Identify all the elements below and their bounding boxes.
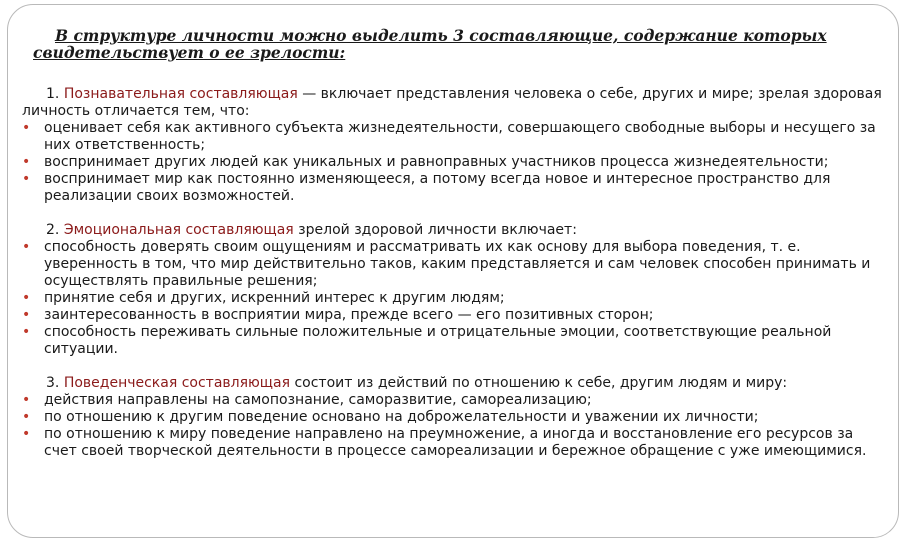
list-item: • принятие себя и других, искренний интерес к другим людям; [22, 290, 888, 307]
section-2-number: 2. [46, 222, 60, 238]
list-item: • действия направлены на самопознание, саморазвитие, самореализацию; [22, 392, 888, 409]
section-1-term: Познавательная составляющая [63, 86, 298, 102]
list-item: • способность переживать сильные положительные и отрицательные эмоции, соответствующие реальной ситуации. [22, 324, 888, 358]
title-text: В структуре личности можно выделить 3 составляющие, содержание которых свидетельствует о ее зрелости: [33, 26, 827, 62]
section-3-number: 3. [46, 375, 60, 391]
section-3-list [22, 392, 888, 460]
section-1-list [22, 120, 888, 205]
section-1-text: — включает представления человека о себе, других и мире; зрелая здоровая личность отличается тем, что: [22, 86, 882, 119]
section-1-intro [22, 86, 888, 120]
page-title [33, 27, 833, 61]
content-body [22, 86, 888, 460]
list-item: • воспринимает мир как постоянно изменяющееся, а потому всегда новое и интересное пространство для реализации своих возможностей. [22, 171, 888, 205]
section-2-intro [22, 222, 888, 239]
section-2-list [22, 239, 888, 358]
section-2-term: Эмоциональная составляющая [63, 222, 294, 238]
spacer [22, 358, 888, 375]
list-item: • способность доверять своим ощущениям и рассматривать их как основу для выбора поведения, т. е. уверенность в том, что мир действительно таков, каким представляется и сам человек способен принимать и осуществлять правильные решения; [22, 239, 888, 290]
list-item: • по отношению к другим поведение основано на доброжелательности и уважении их личности; [22, 409, 888, 426]
section-1-number: 1. [46, 86, 60, 102]
section-3-intro [22, 375, 888, 392]
list-item: • заинтересованность в восприятии мира, прежде всего — его позитивных сторон; [22, 307, 888, 324]
list-item: • оценивает себя как активного субъекта жизнедеятельности, совершающего свободные выборы и несущего за них ответственность; [22, 120, 888, 154]
section-3-term: Поведенческая составляющая [63, 375, 290, 391]
list-item: • по отношению к миру поведение направлено на преумножение, а иногда и восстановление его ресурсов за счет своей творческой деятельности в процессе самореализации и бережное обращение с уже имеющимися. [22, 426, 888, 460]
list-item: • воспринимает других людей как уникальных и равноправных участников процесса жизнедеятельности; [22, 154, 888, 171]
section-2-text: зрелой здоровой личности включает: [293, 222, 577, 238]
spacer [22, 205, 888, 222]
section-3-text: состоит из действий по отношению к себе, другим людям и миру: [290, 375, 788, 391]
